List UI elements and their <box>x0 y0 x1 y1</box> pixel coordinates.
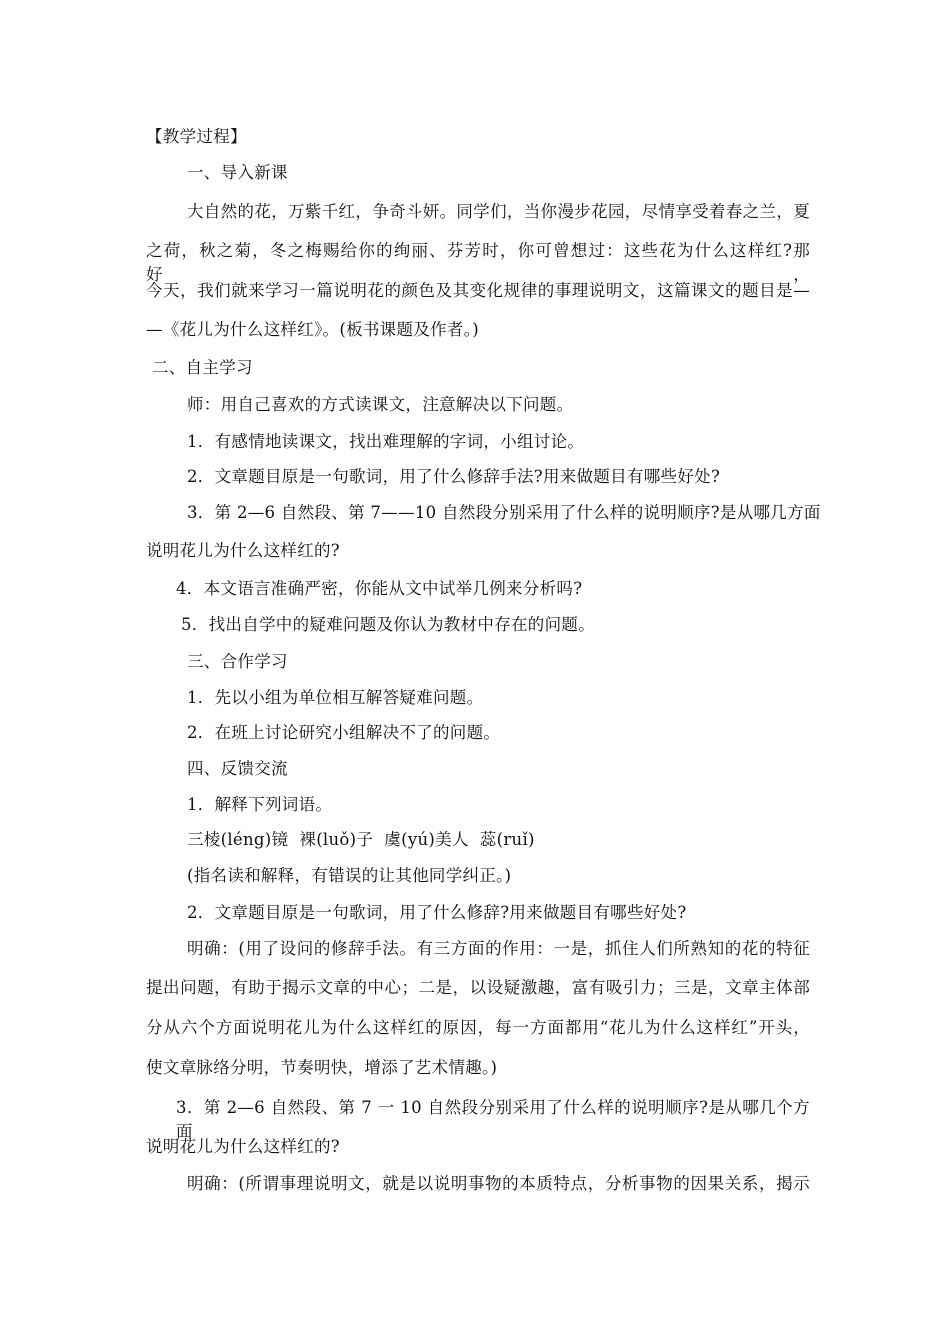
s2-question-1: 1．有感情地读课文，找出难理解的字词，小组讨论。 <box>187 432 585 451</box>
s4-item-3: 3．第 2—6 自然段、第 7 一 10 自然段分别采用了什么样的说明顺序?是从哪几个方面 <box>176 1098 810 1141</box>
s2-question-3: 3．第 2—6 自然段、第 7——10 自然段分别采用了什么样的说明顺序?是从哪几方面 <box>187 503 821 522</box>
s4-item-3-answer: 明确：(所谓事理说明文，就是以说明事物的本质特点，分析事物的因果关系，揭示 <box>187 1174 810 1193</box>
s3-item-2: 2．在班上讨论研究小组解决不了的问题。 <box>187 723 501 742</box>
section-header: 【教学过程】 <box>146 127 247 146</box>
s1-paragraph-line: —《花儿为什么这样红》。(板书课题及作者。) <box>146 320 479 339</box>
s2-question-4: 4．本文语言准确严密，你能从文中试举几例来分析吗? <box>176 579 583 598</box>
s2-intro: 师：用自己喜欢的方式读课文，注意解决以下问题。 <box>187 395 574 414</box>
section-4-title: 四、反馈交流 <box>187 759 288 778</box>
s1-paragraph-line: 大自然的花，万紫千红，争奇斗妍。同学们，当你漫步花园，尽情享受着春之兰，夏 <box>187 202 810 221</box>
s4-item-3-cont: 说明花儿为什么这样红的? <box>146 1137 340 1156</box>
s2-question-5: 5．找出自学中的疑难问题及你认为教材中存在的问题。 <box>181 615 595 634</box>
s4-answer-line: 使文章脉络分明，节奏明快，增添了艺术情趣。) <box>146 1058 498 1077</box>
s4-word-list: 三棱(léng)镜 裸(luǒ)子 虞(yú)美人 蕊(ruǐ) <box>187 830 535 849</box>
s1-paragraph-line: 今天，我们就来学习一篇说明花的颜色及其变化规律的事理说明文，这篇课文的题目是— <box>146 281 810 300</box>
s1-paragraph-line: 之荷，秋之菊，冬之梅赐给你的绚丽、芬芳时，你可曾想过：这些花为什么这样红?那好， <box>146 241 810 284</box>
s4-item-1: 1．解释下列词语。 <box>187 795 333 814</box>
s4-item-2: 2．文章题目原是一句歌词，用了什么修辞?用来做题目有哪些好处? <box>187 903 687 922</box>
section-3-title: 三、合作学习 <box>187 652 288 671</box>
section-2-title: 二、自主学习 <box>152 358 253 377</box>
s3-item-1: 1．先以小组为单位相互解答疑难问题。 <box>187 688 484 707</box>
s2-question-2: 2．文章题目原是一句歌词，用了什么修辞手法?用来做题目有哪些好处? <box>187 467 721 486</box>
s2-question-3-cont: 说明花儿为什么这样红的? <box>146 541 340 560</box>
s4-note: (指名读和解释，有错误的让其他同学纠正。) <box>187 866 512 885</box>
s4-answer-line: 明确：(用了设问的修辞手法。有三方面的作用：一是，抓住人们所熟知的花的特征 <box>187 939 810 958</box>
s4-answer-line: 提出问题，有助于揭示文章的中心；二是，以设疑激趣，富有吸引力；三是，文章主体部 <box>146 978 810 997</box>
section-1-title: 一、导入新课 <box>187 163 288 182</box>
s4-answer-line: 分从六个方面说明花儿为什么这样红的原因，每一方面都用“花儿为什么这样红”开头， <box>146 1018 810 1037</box>
